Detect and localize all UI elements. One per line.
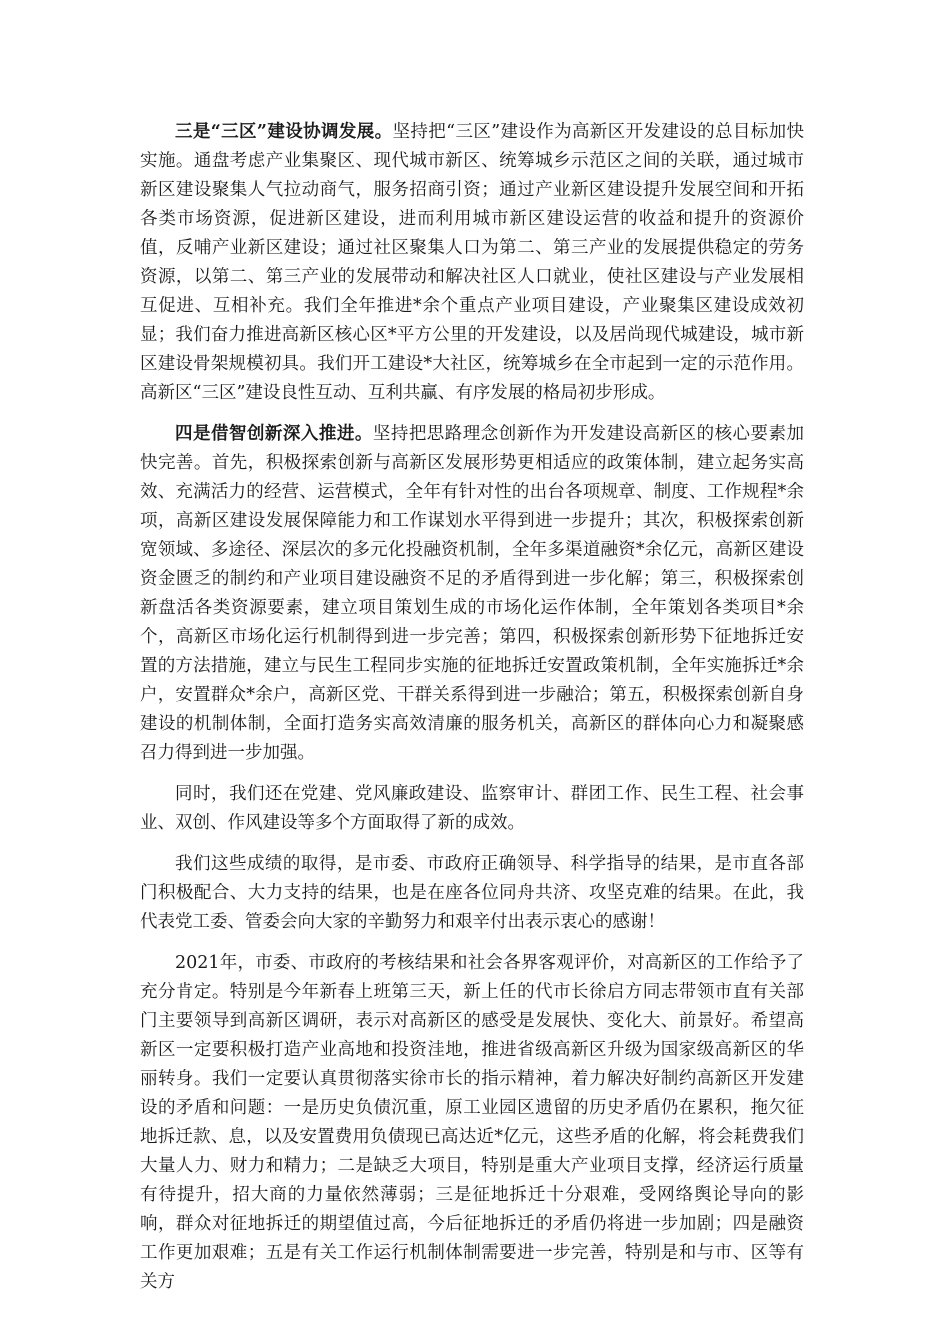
paragraph-2021-review [140,949,804,1297]
paragraph-body: 2021年，市委、市政府的考核结果和社会各界客观评价，对高新区的工作给予了充分肯定。特别是今年新春上班第三天，新上任的代市长徐启方同志带领市直有关部门主要领导到高新区调研，表示对高新区的感受是发展快、变化大、前景好。希望高新区一定要积极打造产业高地和投资洼地，推进省级高新区升级为国家级高新区的华丽转身。我们一定要认真贯彻落实徐市长的指示精神，着力解决好制约高新区开发建设的矛盾和问题：一是历史负债沉重，原工业园区遗留的历史矛盾仍在累积，拖欠征地拆迁款、息，以及安置费用负债现已高达近*亿元，这些矛盾的化解，将会耗费我们大量人力、财力和精力；二是缺乏大项目，特别是重大产业项目支撑，经济运行质量有待提升，招大商的力量依然薄弱；三是征地拆迁十分艰难，受网络舆论导向的影响，群众对征地拆迁的期望值过高，今后征地拆迁的矛盾仍将进一步加剧；四是融资工作更加艰难；五是有关工作运行机制体制需要进一步完善，特别是和与市、区等有关方 [140,953,804,1292]
paragraph-thanks [140,850,804,937]
paragraph-heading: 四是借智创新深入推进。 [175,424,373,444]
paragraph-other-achievements [140,780,804,838]
paragraph-innovation [140,420,804,768]
paragraph-body: 同时，我们还在党建、党风廉政建设、监察审计、群团工作、民生工程、社会事业、双创、作风建设等多个方面取得了新的成效。 [140,784,804,833]
paragraph-three-zones [140,118,804,408]
paragraph-body: 坚持把思路理念创新作为开发建设高新区的核心要素加快完善。首先，积极探索创新与高新区发展形势更相适应的政策体制，建立起务实高效、充满活力的经营、运营模式，全年有针对性的出台各项规章、制度、工作规程*余项，高新区建设发展保障能力和工作谋划水平得到进一步提升；其次，积极探索创新宽领域、多途径、深层次的多元化投融资机制，全年多渠道融资*余亿元，高新区建设资金匮乏的制约和产业项目建设融资不足的矛盾得到进一步化解；第三，积极探索创新盘活各类资源要素，建立项目策划生成的市场化运作体制，全年策划各类项目*余个，高新区市场化运行机制得到进一步完善；第四，积极探索创新形势下征地拆迁安置的方法措施，建立与民生工程同步实施的征地拆迁安置政策机制，全年实施拆迁*余户，安置群众*余户，高新区党、干群关系得到进一步融洽；第五，积极探索创新自身建设的机制体制，全面打造务实高效清廉的服务机关，高新区的群体向心力和凝聚感召力得到进一步加强。 [140,424,805,763]
paragraph-body: 我们这些成绩的取得，是市委、市政府正确领导、科学指导的结果，是市直各部门积极配合、大力支持的结果，也是在座各位同舟共济、攻坚克难的结果。在此，我代表党工委、管委会向大家的辛勤努力和艰辛付出表示衷心的感谢！ [140,854,804,932]
document-page [140,118,804,1309]
paragraph-heading: 三是“三区”建设协调发展。 [175,122,393,142]
paragraph-body: 坚持把“三区”建设作为高新区开发建设的总目标加快实施。通盘考虑产业集聚区、现代城市新区、统筹城乡示范区之间的关联，通过城市新区建设聚集人气拉动商气，服务招商引资；通过产业新区建设提升发展空间和开拓各类市场资源，促进新区建设，进而利用城市新区建设运营的收益和提升的资源价值，反哺产业新区建设；通过社区聚集人口为第二、第三产业的发展提供稳定的劳务资源，以第二、第三产业的发展带动和解决社区人口就业，使社区建设与产业发展相互促进、互相补充。我们全年推进*余个重点产业项目建设，产业聚集区建设成效初显；我们奋力推进高新区核心区*平方公里的开发建设，以及居尚现代城建设，城市新区建设骨架规模初具。我们开工建设*大社区，统筹城乡在全市起到一定的示范作用。高新区“三区”建设良性互动、互利共赢、有序发展的格局初步形成。 [140,122,804,403]
